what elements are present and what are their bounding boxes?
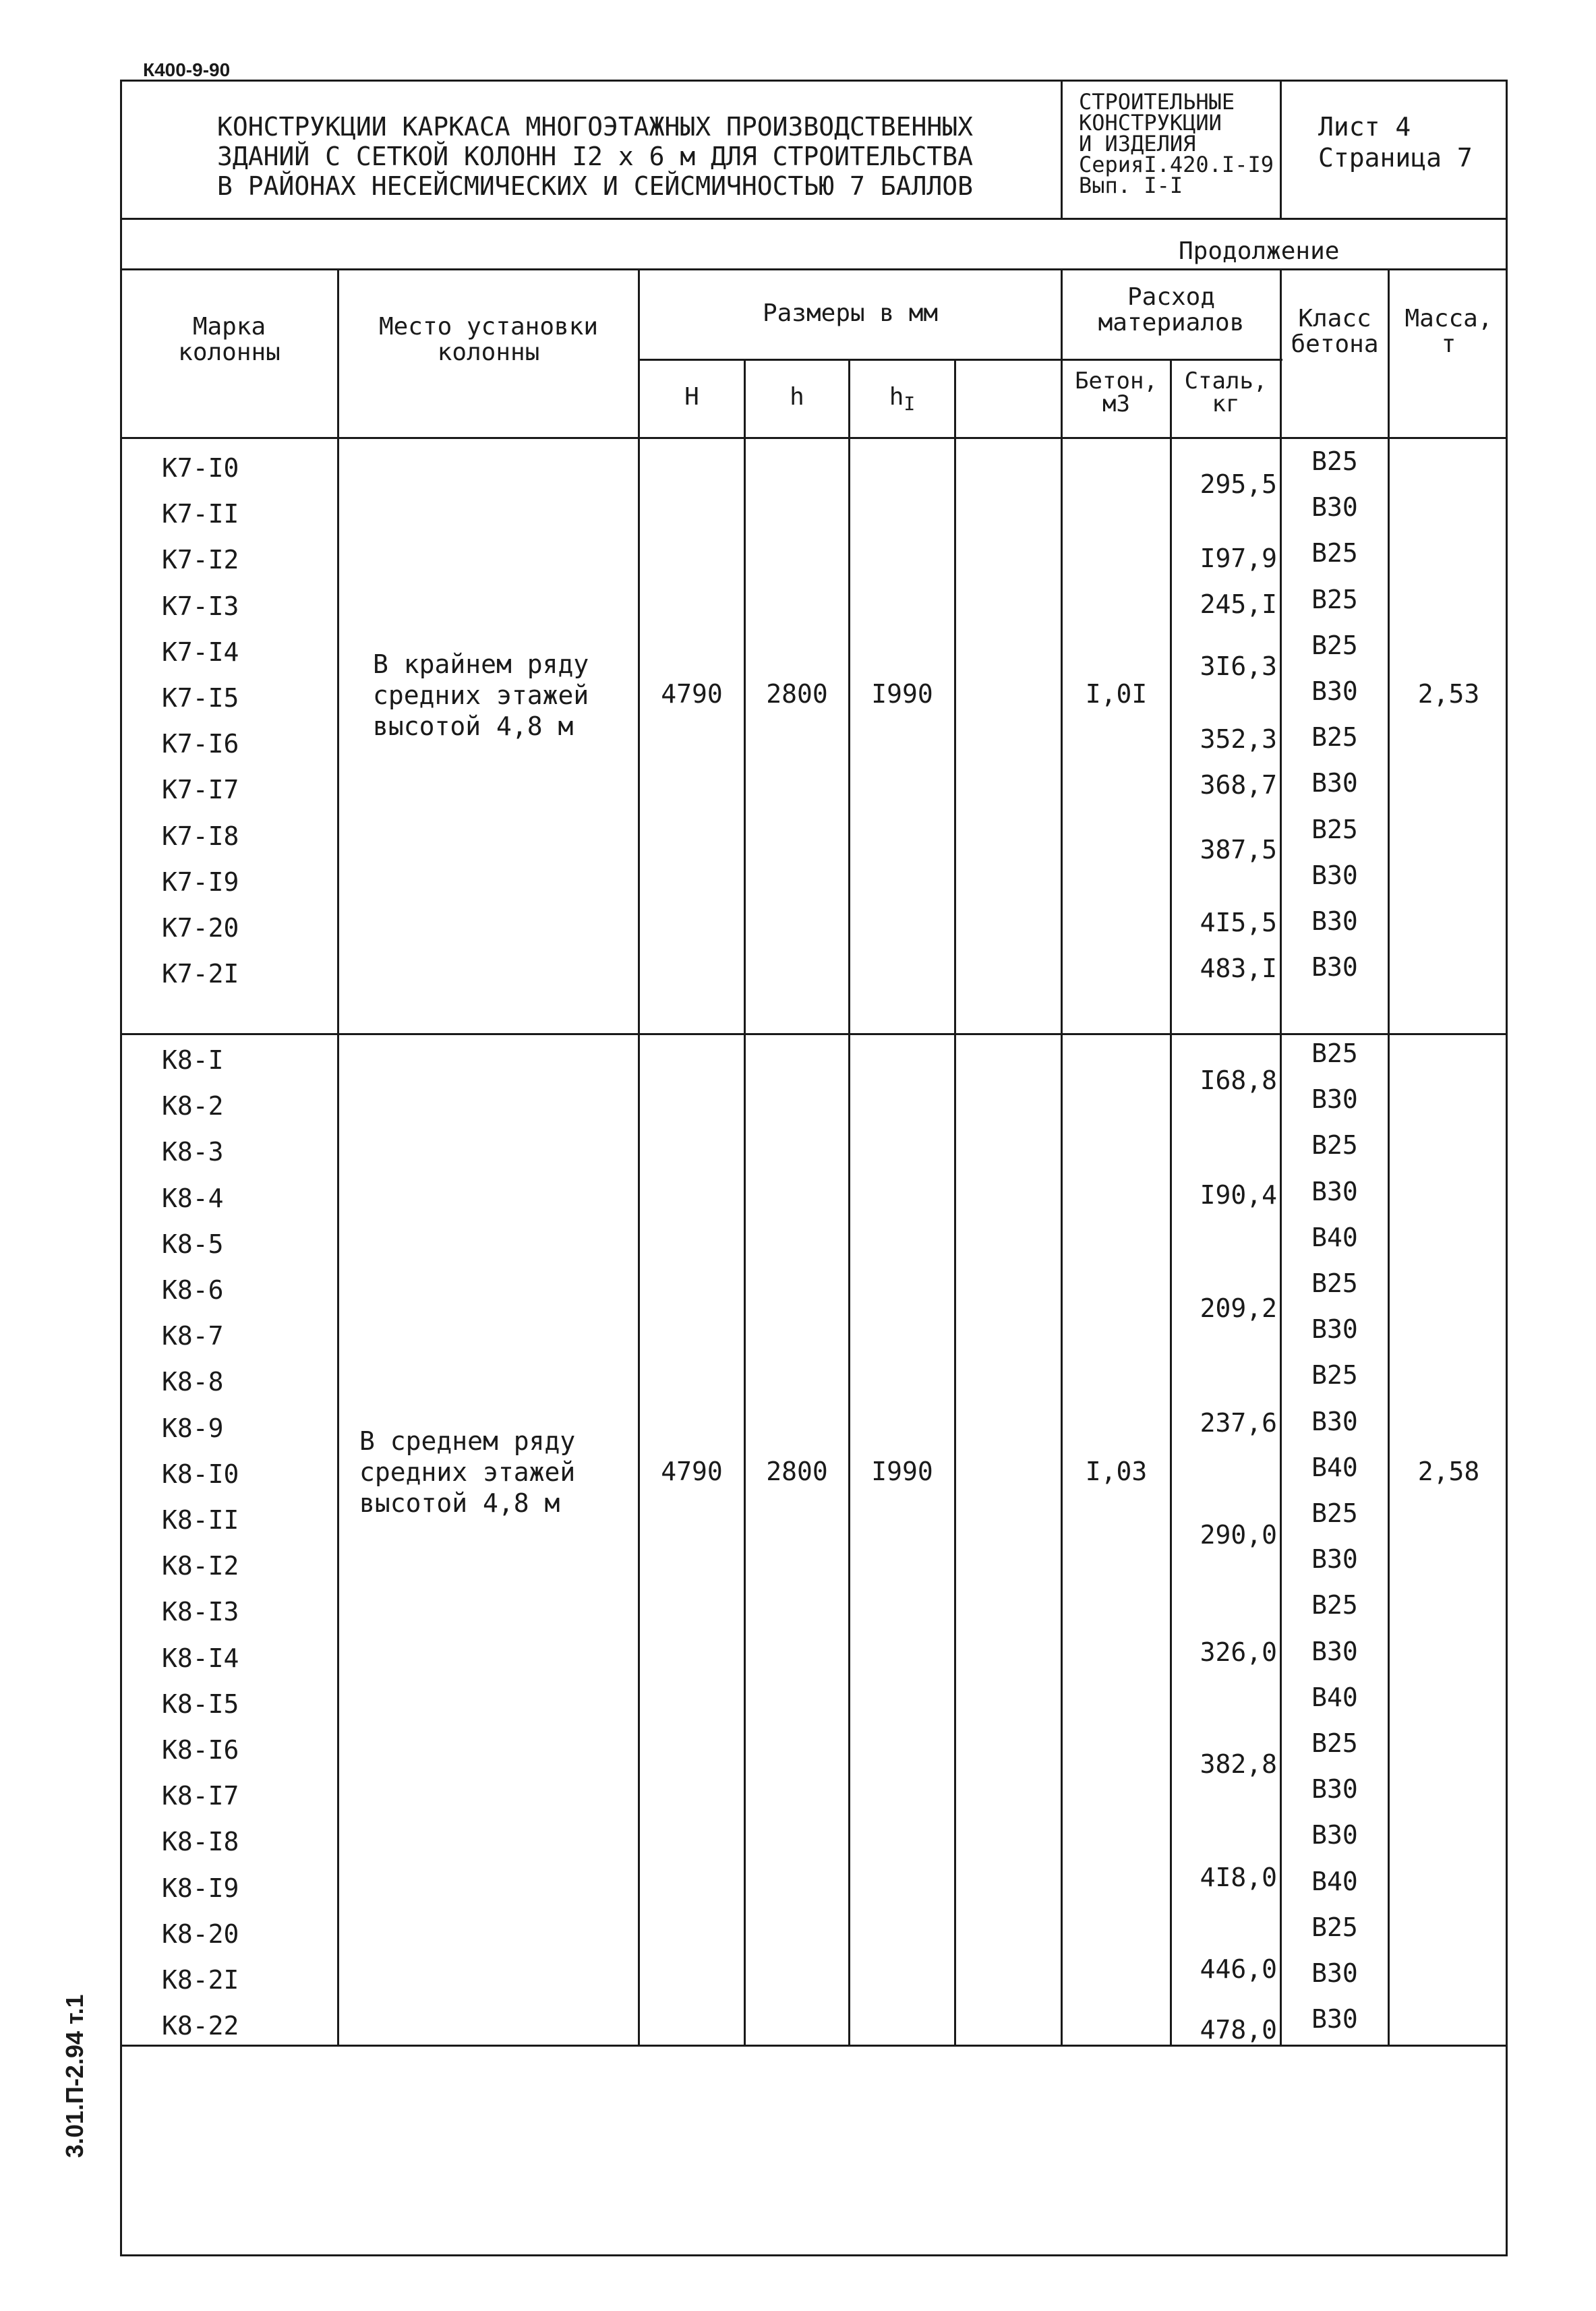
column-mark: К7-2I [162, 959, 239, 989]
column-mark: К8-I7 [162, 1781, 239, 1811]
steel-value: 382,8 [1200, 1749, 1277, 1779]
column-mark: К8-20 [162, 1919, 239, 1949]
column-mark: К7-I9 [162, 867, 239, 897]
steel-value: 4I8,0 [1200, 1863, 1277, 1892]
column-mark: К8-8 [162, 1367, 224, 1397]
steel-value: 245,I [1200, 589, 1277, 619]
column-mark: К8-2 [162, 1091, 224, 1121]
column-mark: К7-I3 [162, 591, 239, 621]
column-mark: К7-II [162, 499, 239, 529]
group2-H: 4790 [661, 1457, 723, 1486]
steel-value: 368,7 [1200, 770, 1277, 800]
page-number: Страница 7 [1318, 143, 1473, 173]
steel-value: 295,5 [1200, 469, 1277, 499]
column-mark: К8-3 [162, 1137, 224, 1167]
header-steel: Сталь, кг [1184, 368, 1268, 417]
steel-value: I97,9 [1200, 544, 1277, 573]
column-mark: К8-5 [162, 1229, 224, 1259]
concrete-class: В30 [1311, 906, 1358, 936]
column-mark: К7-I8 [162, 821, 239, 851]
group2-h1: I990 [871, 1457, 933, 1486]
concrete-class: В25 [1311, 1912, 1358, 1942]
column-mark: К8-I2 [162, 1551, 239, 1581]
column-mark: К7-20 [162, 913, 239, 943]
group1-concrete: I,0I [1085, 679, 1148, 709]
concrete-class: В25 [1311, 1728, 1358, 1758]
column-mark: К8-I4 [162, 1643, 239, 1673]
concrete-class: В30 [1311, 1544, 1358, 1574]
steel-value: I90,4 [1200, 1180, 1277, 1210]
column-mark: К8-I5 [162, 1689, 239, 1719]
header-place: Место установки колонны [378, 313, 599, 366]
header-class: Класс бетона [1291, 305, 1379, 358]
column-mark: К8-6 [162, 1275, 224, 1305]
steel-value: 478,0 [1200, 2015, 1277, 2045]
column-mark: К7-I5 [162, 683, 239, 713]
concrete-class: В25 [1311, 446, 1358, 476]
concrete-class: В25 [1311, 722, 1358, 752]
group2-concrete: I,03 [1085, 1457, 1148, 1486]
group1-h: 2800 [766, 679, 828, 709]
column-mark: К8-22 [162, 2011, 239, 2041]
concrete-class: В25 [1311, 815, 1358, 844]
column-mark: К7-I6 [162, 729, 239, 759]
header-h1: $h_I$ [889, 383, 916, 415]
header-H: H [684, 383, 699, 411]
header-materials: Расход материалов [1098, 283, 1245, 337]
concrete-class: В30 [1311, 1314, 1358, 1344]
concrete-class: В30 [1311, 768, 1358, 798]
group1-place: В крайнем ряду средних этажей высотой 4,8 м [373, 649, 589, 741]
column-mark: К8-4 [162, 1183, 224, 1213]
concrete-class: В30 [1311, 1407, 1358, 1436]
concrete-class: В40 [1311, 1867, 1358, 1896]
column-mark: К7-I4 [162, 637, 239, 667]
concrete-class: В30 [1311, 1774, 1358, 1804]
concrete-class: В30 [1311, 1958, 1358, 1988]
column-mark: К8-I6 [162, 1735, 239, 1765]
continuation-label: Продолжение [1179, 237, 1340, 265]
header-mark: Марка колонны [178, 313, 280, 366]
concrete-class: В40 [1311, 1453, 1358, 1482]
column-mark: К8-I [162, 1045, 224, 1075]
group1-h1: I990 [871, 679, 933, 709]
concrete-class: В25 [1311, 538, 1358, 568]
concrete-class: В25 [1311, 585, 1358, 614]
document-title: КОНСТРУКЦИИ КАРКАСА МНОГОЭТАЖНЫХ ПРОИЗВОДСТВЕННЫХ ЗДАНИЙ С СЕТКОЙ КОЛОНН I2 х 6 м ДЛЯ СТРОИТЕЛЬСТВА В РАЙОНАХ НЕСЕЙСМИЧЕСКИХ И СЕЙСМИЧНОСТЬЮ 7 БАЛЛОВ [217, 112, 974, 201]
column-mark: К8-I3 [162, 1597, 239, 1627]
concrete-class: В25 [1311, 1590, 1358, 1620]
concrete-class: В30 [1311, 1177, 1358, 1206]
column-mark: К8-I0 [162, 1459, 239, 1489]
steel-value: 446,0 [1200, 1954, 1277, 1984]
column-mark: К8-9 [162, 1413, 224, 1443]
steel-value: 3I6,3 [1200, 651, 1277, 681]
concrete-class: В30 [1311, 1637, 1358, 1666]
concrete-class: В25 [1311, 1039, 1358, 1068]
concrete-class: В30 [1311, 860, 1358, 890]
steel-value: 483,I [1200, 954, 1277, 983]
column-mark: К8-I8 [162, 1827, 239, 1856]
column-mark: К8-2I [162, 1965, 239, 1995]
side-code: 3.01.П-2.94 т.1 [61, 1994, 88, 2158]
column-mark: К8-II [162, 1505, 239, 1535]
header-mass: Масса, т [1405, 305, 1493, 358]
steel-value: 326,0 [1200, 1637, 1277, 1667]
column-mark: К7-I2 [162, 545, 239, 575]
header-sizes: Размеры в мм [762, 299, 939, 327]
steel-value: 290,0 [1200, 1520, 1277, 1550]
concrete-class: В25 [1311, 1268, 1358, 1298]
concrete-class: В30 [1311, 492, 1358, 522]
group2-h: 2800 [766, 1457, 828, 1486]
steel-value: 387,5 [1200, 835, 1277, 865]
concrete-class: В25 [1311, 1360, 1358, 1390]
group2-mass: 2,58 [1417, 1457, 1480, 1486]
sheet-number: Лист 4 [1318, 112, 1411, 142]
steel-value: 209,2 [1200, 1293, 1277, 1323]
group2-place: В среднем ряду средних этажей высотой 4,8 м [359, 1426, 576, 1518]
concrete-class: В30 [1311, 952, 1358, 982]
column-mark: К7-I0 [162, 453, 239, 483]
column-mark: К7-I7 [162, 775, 239, 805]
header-concrete: Бетон, м3 [1075, 368, 1158, 417]
steel-value: 237,6 [1200, 1408, 1277, 1438]
concrete-class: В25 [1311, 1130, 1358, 1160]
steel-value: I68,8 [1200, 1065, 1277, 1095]
column-mark: К8-7 [162, 1321, 224, 1351]
group1-mass: 2,53 [1417, 679, 1480, 709]
column-mark: К8-I9 [162, 1873, 239, 1903]
concrete-class: В30 [1311, 2004, 1358, 2034]
steel-value: 4I5,5 [1200, 908, 1277, 937]
header-h: h [790, 383, 804, 411]
concrete-class: В25 [1311, 1498, 1358, 1528]
document-code: К400-9-90 [143, 59, 231, 80]
concrete-class: В40 [1311, 1683, 1358, 1712]
concrete-class: В40 [1311, 1223, 1358, 1252]
group1-H: 4790 [661, 679, 723, 709]
concrete-class: В25 [1311, 631, 1358, 660]
concrete-class: В30 [1311, 676, 1358, 706]
steel-value: 352,3 [1200, 724, 1277, 754]
concrete-class: В30 [1311, 1084, 1358, 1114]
series-block: СТРОИТЕЛЬНЫЕ КОНСТРУКЦИИ И ИЗДЕЛИЯ СерияI.420.I-I9 Вып. I-I [1079, 89, 1274, 198]
concrete-class: В30 [1311, 1820, 1358, 1850]
